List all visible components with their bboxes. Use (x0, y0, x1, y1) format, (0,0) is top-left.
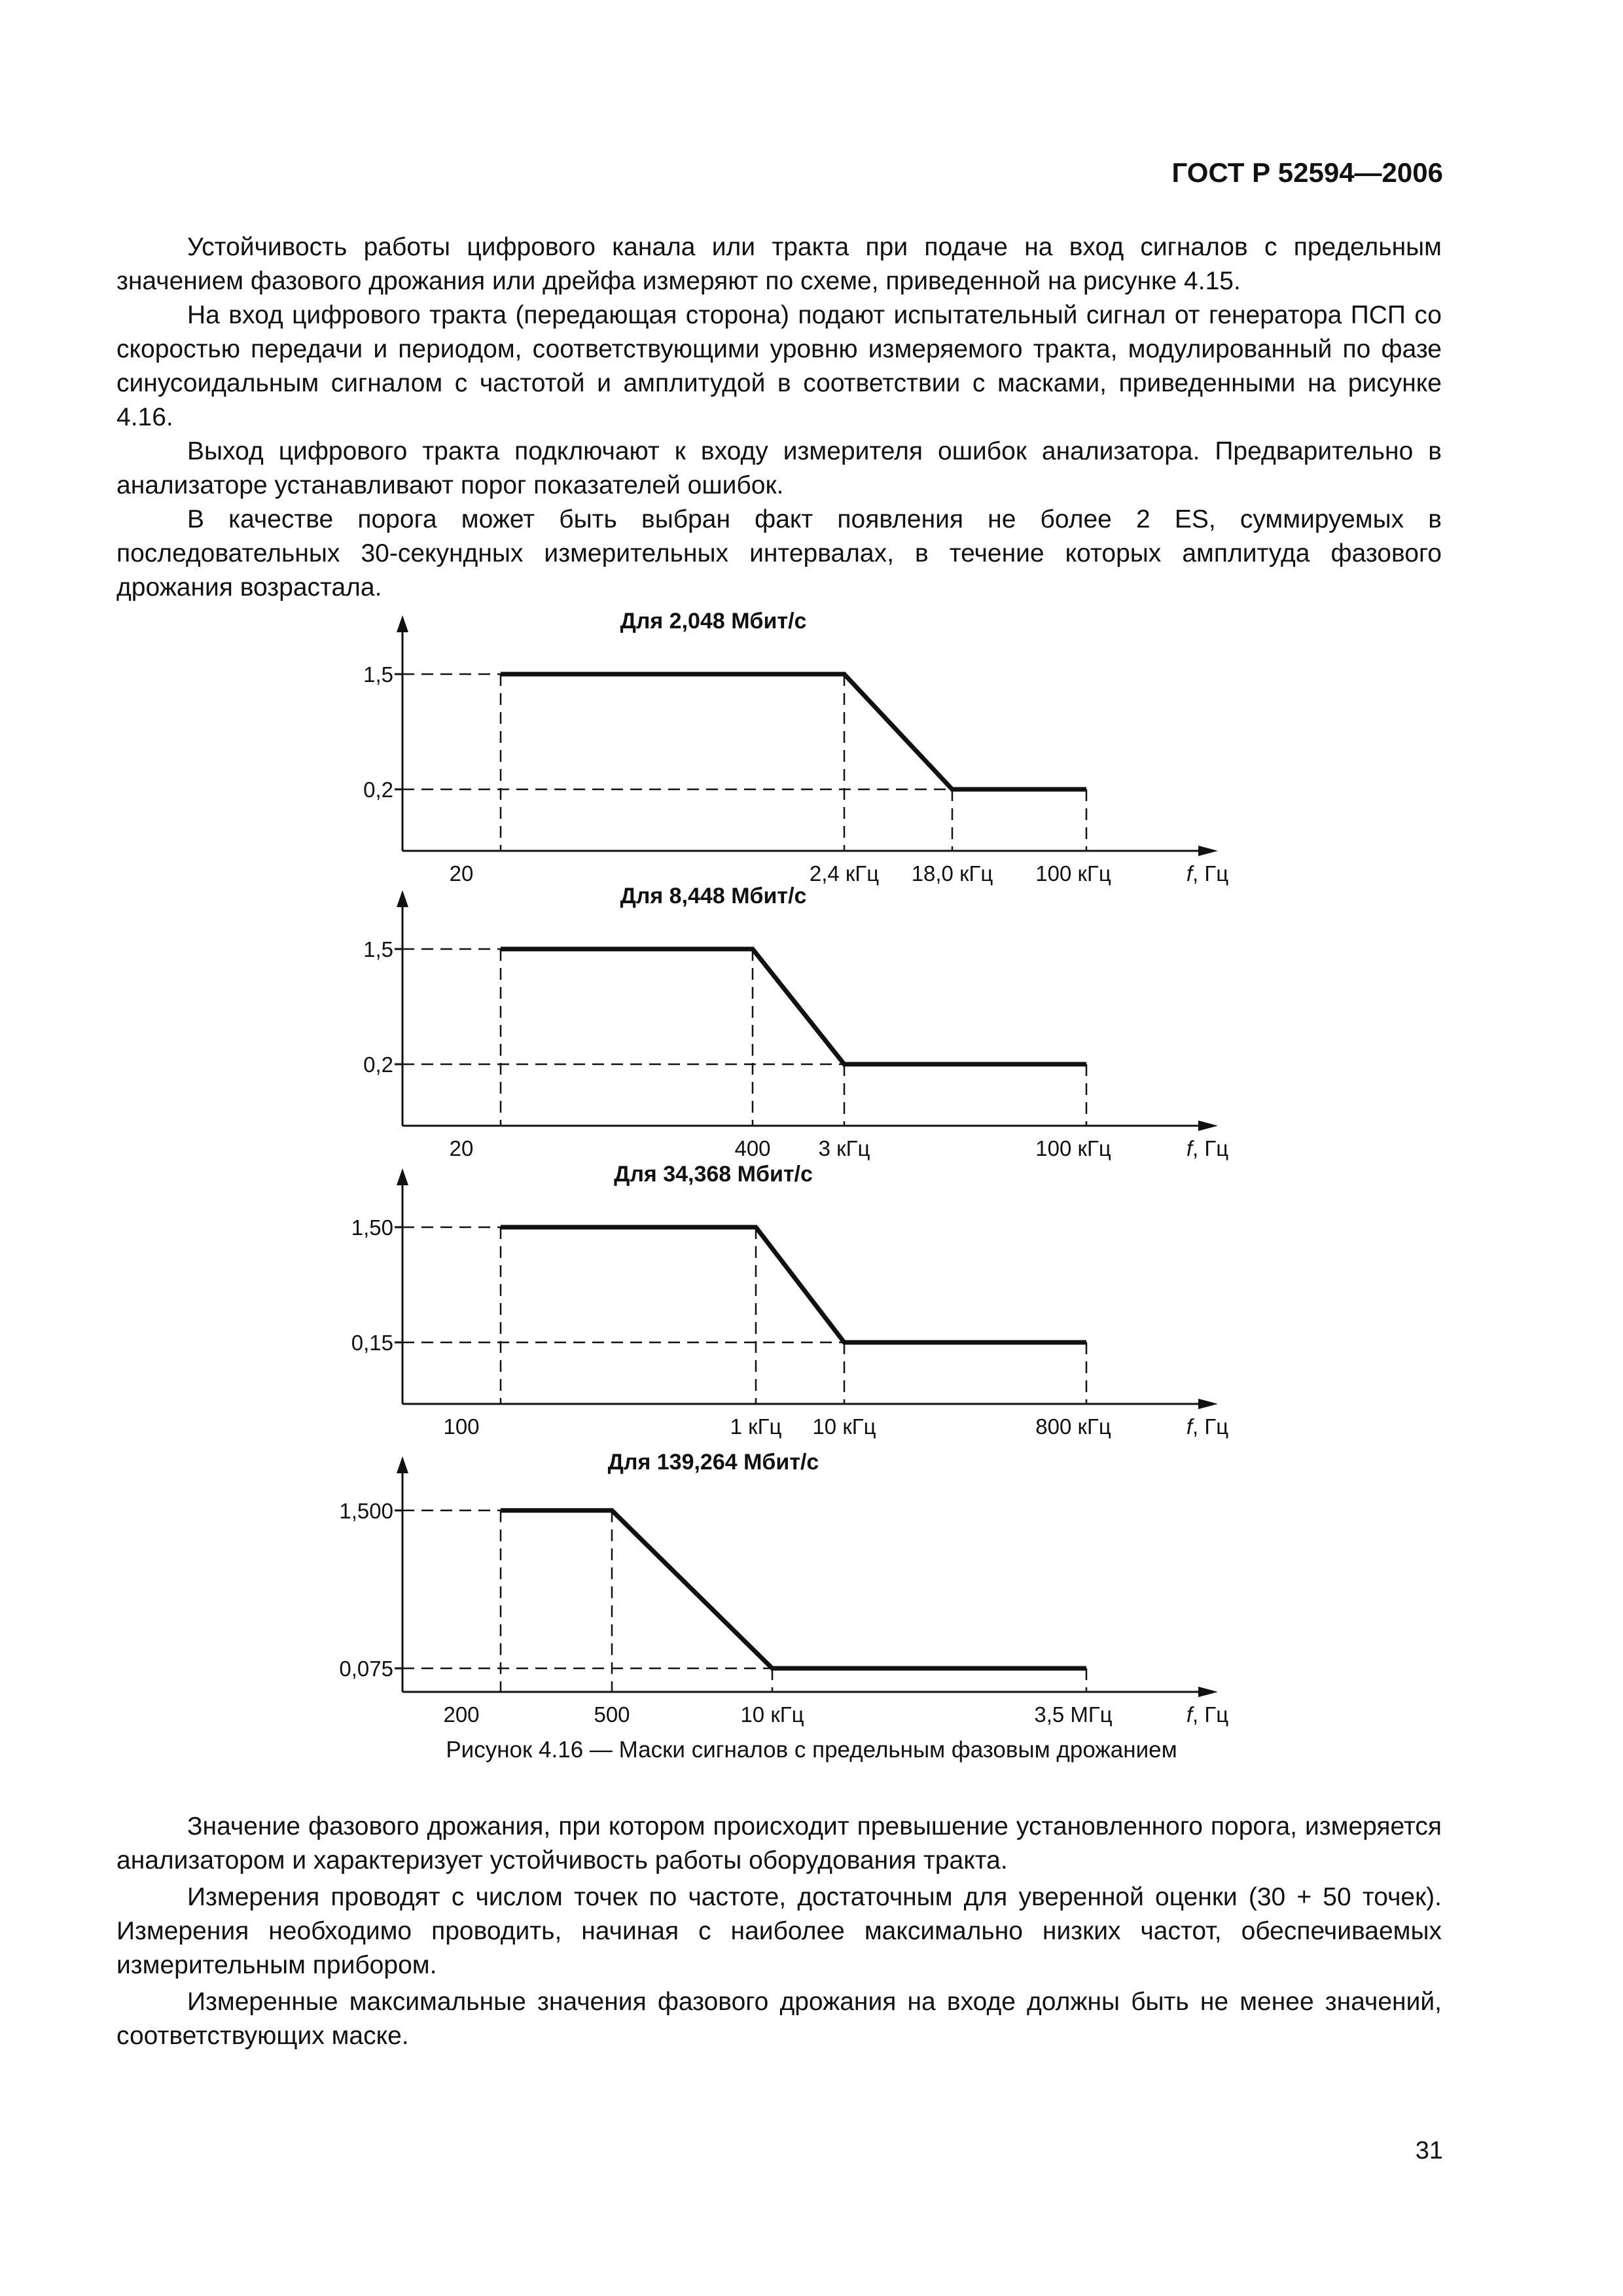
x-tick-label: 500 (594, 1702, 630, 1727)
x-tick-label: 200 (443, 1702, 480, 1727)
conclusion-text (116, 1810, 1442, 2056)
figure-caption: Рисунок 4.16 — Маски сигналов с предельным фазовым дрожанием (446, 1737, 1177, 1763)
mask-line (501, 949, 1086, 1064)
x-tick-label: 100 кГц (1035, 1136, 1111, 1160)
y-tick-label: 0,2 (363, 778, 393, 802)
x-axis-label: f, Гц (1186, 1702, 1229, 1727)
mask-line (501, 1511, 1086, 1668)
x-tick-label: 10 кГц (740, 1702, 804, 1727)
paragraph: В качестве порога может быть выбран факт появления не более 2 ES, суммируемых в последовательных 30-секундных измерительных интервалах, в течение которых амплитуда фазового дрожания возрастала. (116, 505, 1442, 601)
x-axis-label: f, Гц (1186, 1414, 1229, 1439)
x-tick-label: 3 кГц (818, 1136, 870, 1160)
x-tick-label: 10 кГц (812, 1414, 876, 1439)
x-tick-label: 800 кГц (1035, 1414, 1111, 1439)
x-axis-arrow (1198, 846, 1218, 856)
y-tick-label: 0,15 (351, 1331, 393, 1355)
x-tick-label: 100 кГц (1035, 861, 1111, 886)
paragraph: Измеренные максимальные значения фазового дрожания на входе должны быть не менее значений, соответствующих маске. (116, 1988, 1442, 2050)
y-axis-arrow (397, 615, 408, 632)
y-tick-label: 1,50 (351, 1215, 393, 1240)
mask-line (501, 1227, 1086, 1342)
chart-title: Для 34,368 Мбит/с (614, 1162, 813, 1187)
x-tick-label: 3,5 МГц (1034, 1702, 1113, 1727)
x-tick-label: 18,0 кГц (911, 861, 993, 886)
x-axis-arrow (1198, 1687, 1218, 1697)
y-axis-arrow (397, 890, 408, 907)
y-tick-label: 0,2 (363, 1052, 393, 1077)
x-tick-label: 20 (449, 861, 474, 886)
paragraph: Значение фазового дрожания, при котором происходит превышение установленного порога, измеряется анализатором и характеризует устойчивость работы оборудования тракта. (116, 1812, 1442, 1874)
y-tick-label: 1,500 (339, 1498, 393, 1523)
chart-title: Для 139,264 Мбит/с (607, 1450, 819, 1475)
y-tick-label: 1,5 (363, 937, 393, 961)
paragraph: Устойчивость работы цифрового канала или тракта при подаче на вход сигналов с предельным значением фазового дрожания или дрейфа измеряют по схеме, приведенной на рисунке 4.15. (116, 233, 1442, 295)
x-tick-label: 2,4 кГц (809, 861, 880, 886)
document-header: ГОСТ Р 52594—2006 (1171, 157, 1443, 188)
mask-line (501, 674, 1086, 789)
x-tick-label: 100 (443, 1414, 480, 1439)
x-tick-label: 20 (449, 1136, 474, 1160)
paragraph: Выход цифрового тракта подключают к входу измерителя ошибок анализатора. Предварительно в анализаторе устанавливают порог показателей ошибок. (116, 437, 1442, 499)
x-tick-label: 1 кГц (730, 1414, 782, 1439)
y-tick-label: 0,075 (339, 1657, 393, 1681)
x-axis-label: f, Гц (1186, 861, 1229, 886)
x-axis-arrow (1198, 1121, 1218, 1131)
x-axis-arrow (1198, 1399, 1218, 1409)
paragraph: На вход цифрового тракта (передающая сторона) подают испытательный сигнал от генератора ПСП со скоростью передачи и периодом, соответствующими уровню измеряемого тракта, модулированный по фазе синусоидальным сигналом с частотой и амплитудой в соответствии с масками, приведенными на рисунке 4.16. (116, 301, 1442, 431)
page-number: 31 (1415, 2137, 1443, 2164)
y-axis-arrow (397, 1456, 408, 1473)
figure-4-16 (0, 576, 1623, 1728)
paragraph: Измерения проводят с числом точек по частоте, достаточным для уверенной оценки (30 + 50 точек). Измерения необходимо проводить, начиная с наиболее максимально низких частот, обеспечиваемых измерительным прибором. (116, 1883, 1442, 1979)
chart-title: Для 8,448 Мбит/с (620, 884, 807, 908)
y-tick-label: 1,5 (363, 662, 393, 687)
y-axis-arrow (397, 1168, 408, 1185)
chart-title: Для 2,048 Мбит/с (620, 609, 807, 634)
intro-text (116, 230, 1442, 605)
x-tick-label: 400 (734, 1136, 771, 1160)
x-axis-label: f, Гц (1186, 1136, 1229, 1160)
